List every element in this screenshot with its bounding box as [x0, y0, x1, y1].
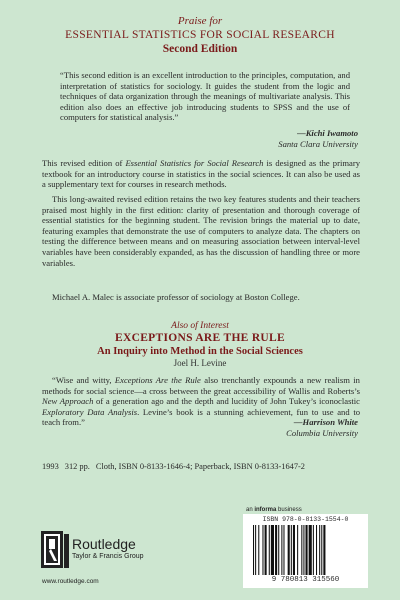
barcode-bar: [288, 525, 290, 575]
barcode-bar: [301, 525, 302, 575]
barcode-bar: [297, 525, 298, 575]
barcode-bar: [321, 525, 322, 575]
publication-info: [42, 462, 311, 471]
book-edition: Second Edition: [162, 43, 238, 55]
barcode-bar: [283, 525, 284, 575]
barcode-isbn-label: ISBN 978-0-8133-1554-0: [262, 516, 349, 523]
barcode-bar: [262, 525, 263, 575]
barcode-bar: [291, 525, 292, 575]
publisher-name: Routledge: [72, 536, 136, 552]
barcode-bar: [258, 525, 259, 575]
also-title: EXCEPTIONS ARE THE RULE: [115, 332, 285, 344]
isbn-barcode: [243, 514, 368, 588]
barcode-bar: [281, 525, 282, 575]
barcode-bar: [319, 525, 320, 575]
barcode-bar: [303, 525, 304, 575]
reviewer-affiliation: Columbia University: [286, 427, 358, 438]
barcode-bar: [313, 525, 314, 575]
book-title: ESSENTIAL STATISTICS FOR SOCIAL RESEARCH: [65, 29, 335, 41]
informa-suffix: business: [276, 507, 302, 513]
pub-pages: 312 pp.: [64, 462, 90, 471]
praise-label: Praise for: [177, 15, 223, 27]
publisher-group: Taylor & Francis Group: [72, 553, 144, 560]
quote-text: also trenchantly expounds a new realism in methods for social science—a cross between the great accessibility of Wallis and Roberts’s: [42, 375, 360, 396]
quote-text: “Wise and witty,: [52, 375, 115, 385]
informa-business-mark: [246, 507, 302, 513]
barcode-bar: [293, 525, 295, 575]
quote-text: . Levine’s book is a stunning achievement, fun to use and to teach from.”: [42, 406, 361, 428]
barcode-bar: [265, 525, 267, 575]
review-quote-1: “This second edition is an excellent introduction to the principles, computation, and interpretation of statistics for sociology. It guides the student from the logic and techniques of data organization through the meanings of multivariate analysis. This edition also does an effective job introducing students to SPSS and the use of computers for statistical analysis.”: [60, 70, 350, 123]
also-label: Also of Interest: [171, 321, 229, 331]
informa-prefix: an: [246, 507, 255, 513]
reviewer-name: —Harrison White: [293, 417, 358, 427]
barcode-bar: [323, 525, 325, 575]
barcode-bar: [278, 525, 279, 575]
quote-book-title: Exceptions Are the Rule: [114, 375, 201, 385]
reviewer-name: —Kichi Iwamoto: [297, 128, 358, 138]
publisher-url[interactable]: www.routledge.com: [42, 578, 99, 585]
routledge-logo-icon: [40, 530, 70, 570]
barcode-digits: 9 780813 315560: [271, 576, 340, 584]
barcode-bar: [255, 525, 256, 575]
reviewer-affiliation: Santa Clara University: [278, 138, 358, 149]
quote-text: of a generation ago and the depth and lucidity of John Tukey’s iconoclastic: [93, 396, 360, 407]
informa-brand: informa: [254, 507, 277, 513]
barcode-bar: [306, 525, 308, 575]
praise-header: [0, 14, 400, 56]
barcode-bar: [316, 525, 317, 575]
author-note: Michael A. Malec is associate professor of sociology at Boston College.: [52, 292, 300, 302]
review-attribution-1: [278, 128, 358, 149]
also-subtitle: An Inquiry into Method in the Social Sciences: [97, 346, 303, 357]
also-author: Joel H. Levine: [173, 358, 227, 368]
barcode-bar: [269, 525, 270, 575]
description-text: This revised edition of: [42, 158, 126, 168]
description-paragraph-2: This long-awaited revised edition retains the two key features students and their teachers praised most highly in the first edition: clarity of presentation and thorough coverage of essential statistics for the beginning student. The revision brings the material up to date, featuring examples that demonstrate the use of computers to analyze data. The chapters on testing the difference between means and on measuring association between interval-level variables have been considerably expanded, as has the discussion of handling three or more variables.: [42, 194, 360, 268]
barcode-bar: [309, 525, 312, 575]
quote-book-title: Exploratory Data Analysis: [42, 406, 138, 417]
description-text: is designed as the primary textbook for an introductory course in statistics in the social sciences. It can also be used as a supplementary text for courses in research methods.: [42, 158, 360, 190]
review-attribution-2: [286, 417, 358, 438]
also-of-interest: [0, 320, 400, 369]
barcode-bar: [271, 525, 274, 575]
description-book-title: Essential Statistics for Social Research: [125, 158, 264, 168]
barcode-bar: [253, 525, 254, 575]
description-paragraph-1: [42, 158, 360, 190]
pub-year: 1993: [42, 462, 59, 471]
quote-book-title: New Approach: [42, 396, 94, 407]
barcode-bars: [253, 525, 359, 575]
pub-isbns: Cloth, ISBN 0-8133-1646-4; Paperback, ISBN 0-8133-1647-2: [95, 462, 305, 471]
barcode-bar: [275, 525, 277, 575]
